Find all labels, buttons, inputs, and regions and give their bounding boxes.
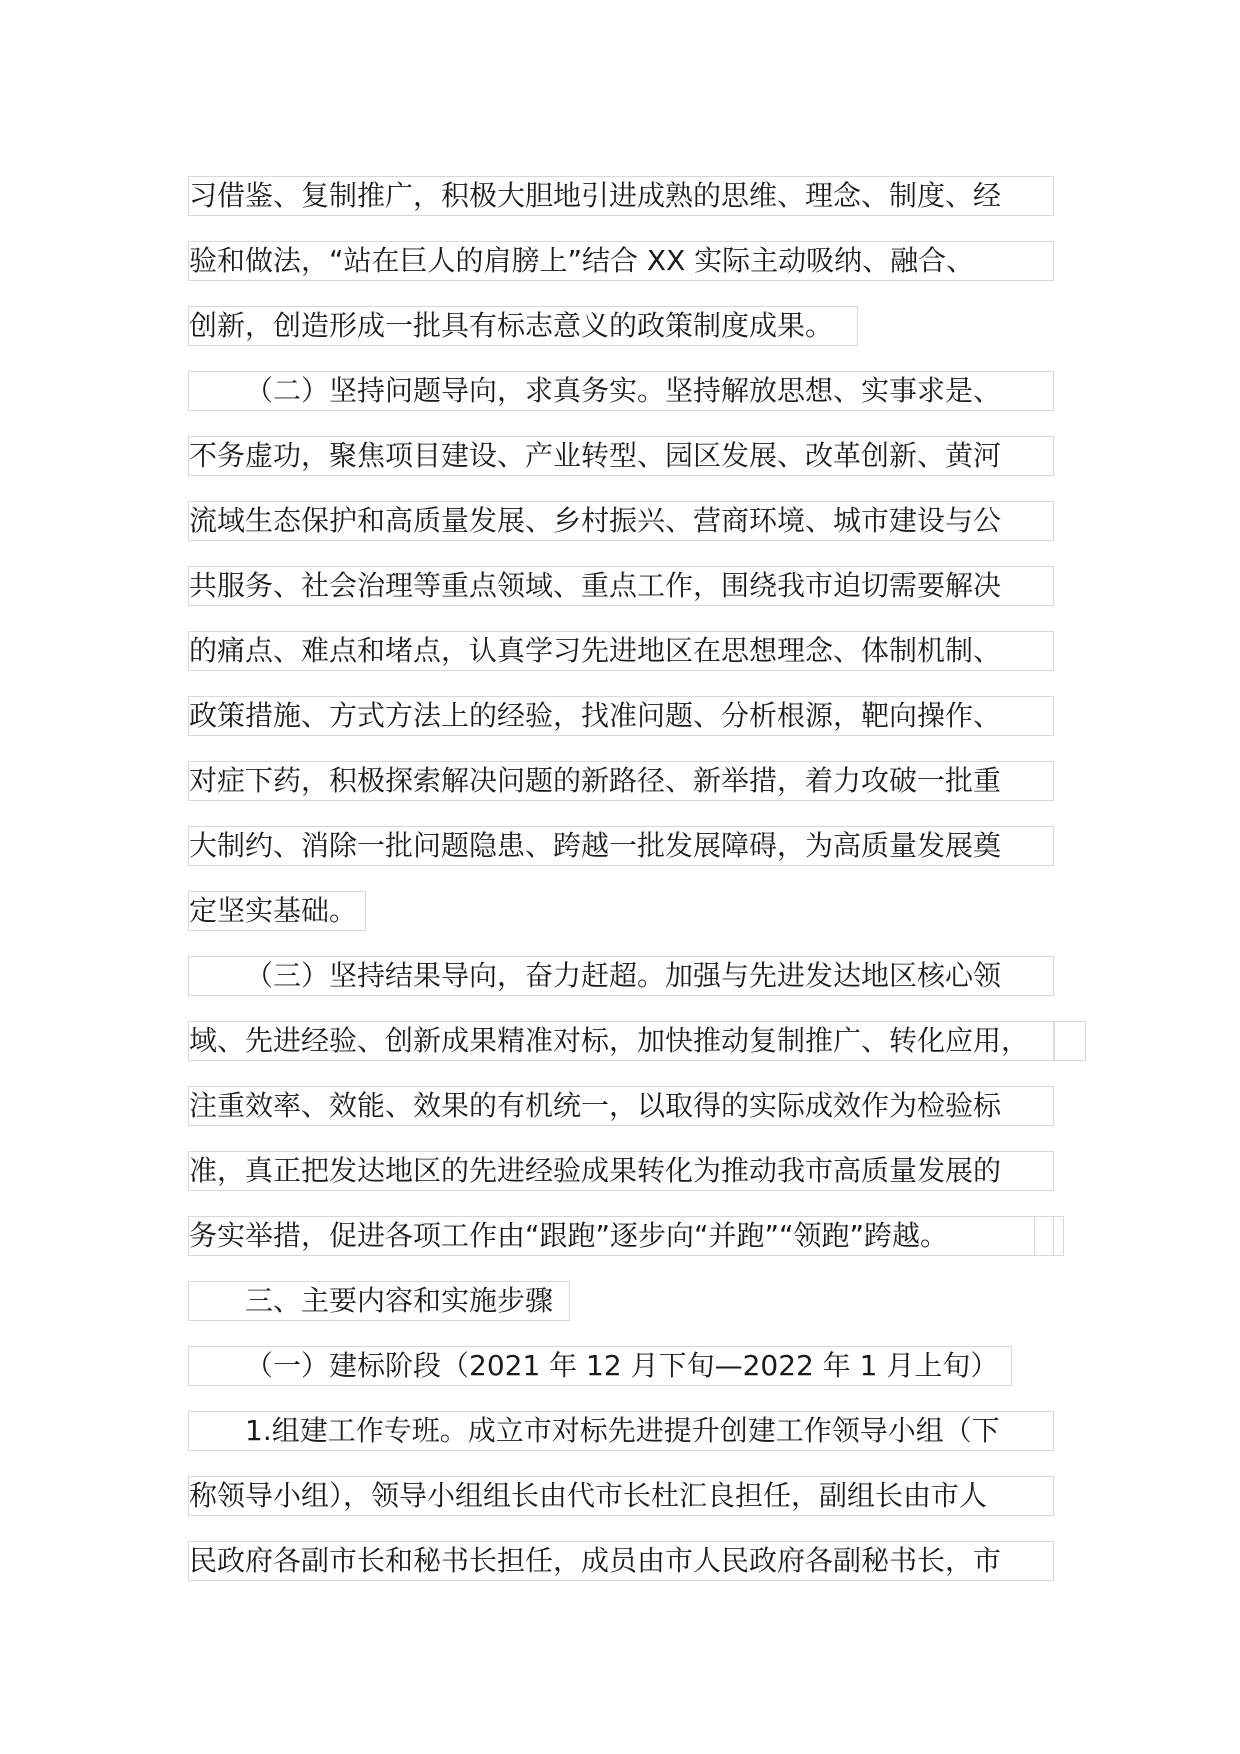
text-line: 创新，创造形成一批具有标志意义的政策制度成果。 xyxy=(188,306,858,346)
text-line: 流域生态保护和高质量发展、乡村振兴、营商环境、城市建设与公 xyxy=(188,501,1054,541)
text-line: 注重效率、效能、效果的有机统一，以取得的实际成效作为检验标 xyxy=(188,1086,1054,1126)
text-line: 对症下药，积极探索解决问题的新路径、新举措，着力攻破一批重 xyxy=(188,761,1054,801)
paragraph-heading-line: （二）坚持问题导向，求真务实。坚持解放思想、实事求是、 xyxy=(188,371,1054,411)
text-line: 共服务、社会治理等重点领域、重点工作，围绕我市迫切需要解决 xyxy=(188,566,1054,606)
text-line: 不务虚功，聚焦项目建设、产业转型、园区发展、改革创新、黄河 xyxy=(188,436,1054,476)
text-line: 民政府各副市长和秘书长担任，成员由市人民政府各副秘书长，市 xyxy=(188,1541,1054,1581)
text-line: 称领导小组），领导小组组长由代市长杜汇良担任，副组长由市人 xyxy=(188,1476,1054,1516)
text-line: 大制约、消除一批问题隐患、跨越一批发展障碍，为高质量发展奠 xyxy=(188,826,1054,866)
text-line: 务实举措，促进各项工作由“跟跑”逐步向“并跑”“领跑”跨越。 xyxy=(188,1216,1054,1256)
paragraph-heading-line: （三）坚持结果导向，奋力赶超。加强与先进发达地区核心领 xyxy=(188,956,1054,996)
line-overflow-box xyxy=(1034,1216,1064,1256)
text-line: 验和做法，“站在巨人的肩膀上”结合 XX 实际主动吸纳、融合、 xyxy=(188,241,1054,281)
text-line: 域、先进经验、创新成果精准对标，加快推动复制推广、转化应用， xyxy=(188,1021,1054,1061)
text-line: 习借鉴、复制推广，积极大胆地引进成熟的思维、理念、制度、经 xyxy=(188,176,1054,216)
text-line: 1.组建工作专班。成立市对标先进提升创建工作领导小组（下 xyxy=(188,1411,1054,1451)
line-overflow-box xyxy=(1054,1021,1086,1061)
text-line: 政策措施、方式方法上的经验，找准问题、分析根源，靶向操作、 xyxy=(188,696,1054,736)
subsection-heading: （一）建标阶段（2021 年 12 月下旬—2022 年 1 月上旬） xyxy=(188,1346,1012,1386)
text-line: 定坚实基础。 xyxy=(188,891,366,931)
text-line: 的痛点、难点和堵点，认真学习先进地区在思想理念、体制机制、 xyxy=(188,631,1054,671)
section-heading: 三、主要内容和实施步骤 xyxy=(188,1281,570,1321)
text-line: 准，真正把发达地区的先进经验成果转化为推动我市高质量发展的 xyxy=(188,1151,1054,1191)
